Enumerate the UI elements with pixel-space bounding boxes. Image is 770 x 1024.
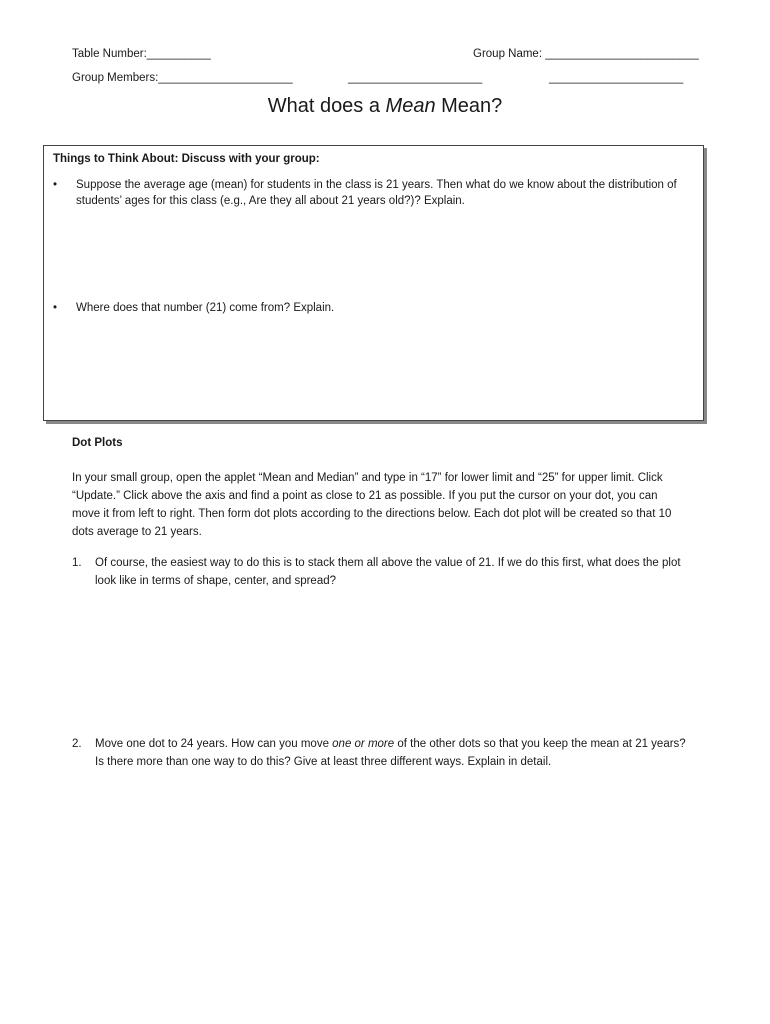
title-suffix: Mean? [435, 95, 503, 117]
bullet-line: students’ ages for this class (e.g., Are they all about 21 years old?)? Explain. [76, 195, 465, 207]
question-text-post: of the other dots so that you keep the mean at 21 years? [394, 738, 686, 750]
question-text [95, 554, 705, 590]
bullet-line: Suppose the average age (mean) for students in the class is 21 years. Then what do we know about the distribution of [76, 179, 677, 191]
bullet-icon: • [53, 302, 58, 314]
intro-line: “Update.” Click above the axis and find a point as close to 21 as possible. If you put the cursor on your dot, you can [72, 490, 658, 502]
intro-line: move it from left to right. Then form dot plots according to the directions below. Each dot plot will be created so that 10 [72, 508, 672, 520]
bullet-icon: • [53, 179, 58, 191]
question-line: Of course, the easiest way to do this is to stack them all above the value of 21. If we do this first, what does the plot [95, 557, 681, 569]
question-text [95, 735, 705, 771]
question-line: look like in terms of shape, center, and spread? [95, 575, 337, 587]
bullet-text [76, 300, 696, 316]
intro-line: In your small group, open the applet “Mean and Median” and type in “17” for lower limit and “25” for upper limit. Click [72, 472, 663, 484]
table-number-field[interactable]: Table Number:__________ [72, 48, 211, 60]
discussion-heading: Things to Think About: Discuss with your group: [53, 153, 320, 165]
group-member-blank-3[interactable]: _____________________ [549, 72, 684, 84]
question-line: Is there more than one way to do this? Give at least three different ways. Explain in detail. [95, 756, 552, 768]
question-text-pre: Move one dot to 24 years. How can you move [95, 738, 333, 750]
group-members-field[interactable]: Group Members:_____________________ [72, 72, 293, 84]
group-member-blank-2[interactable]: _____________________ [348, 72, 483, 84]
question-line [95, 735, 705, 753]
question-number: 2. [72, 738, 82, 750]
group-name-field[interactable]: Group Name: ________________________ [473, 48, 699, 60]
question-number: 1. [72, 557, 82, 569]
title-prefix: What does a [267, 95, 386, 117]
question-text-emphasis: one or more [332, 738, 395, 750]
intro-line: dots average to 21 years. [72, 526, 202, 538]
section-heading-dot-plots: Dot Plots [72, 437, 123, 449]
title-emphasis: Mean [385, 95, 436, 117]
bullet-text [76, 177, 696, 209]
bullet-line: Where does that number (21) come from? Explain. [76, 302, 335, 314]
page-title [0, 95, 770, 118]
intro-paragraph [72, 469, 702, 541]
discussion-box [43, 145, 704, 421]
